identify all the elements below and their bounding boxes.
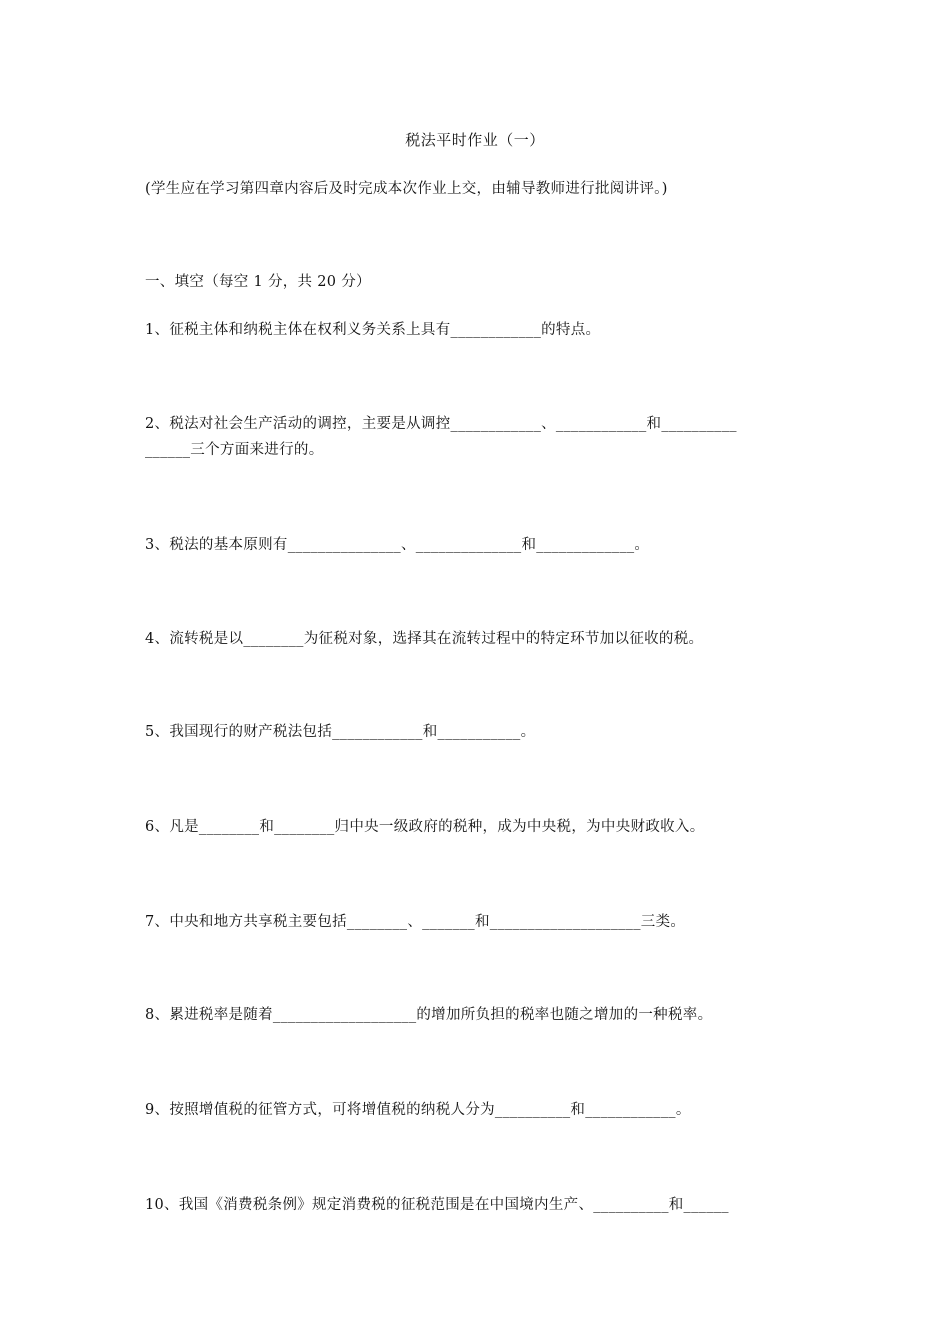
question-7: 7、中央和地方共享税主要包括________、_______和____________________三类。 [145,914,686,930]
question-3: 3、税法的基本原则有_______________、______________和_____________。 [145,537,650,553]
question-9: 9、按照增值税的征管方式，可将增值税的纳税人分为__________和____________。 [145,1102,691,1118]
question-6: 6、凡是________和________归中央一级政府的税种，成为中央税，为中央财政收入。 [145,819,705,835]
section-heading: 一、填空（每空 1 分，共 20 分） [145,274,371,290]
question-10: 10、我国《消费税条例》规定消费税的征税范围是在中国境内生产、__________和______ [145,1197,729,1213]
document-title: 税法平时作业（一） [405,131,545,149]
question-2: 2、税法对社会生产活动的调控，主要是从调控____________、____________和__________ [145,416,737,432]
question-4: 4、流转税是以________为征税对象，选择其在流转过程中的特定环节加以征收的税。 [145,631,704,647]
question-5: 5、我国现行的财产税法包括____________和___________。 [145,724,536,740]
question-2-continued: ______三个方面来进行的。 [145,442,324,458]
question-8: 8、累进税率是随着___________________的增加所负担的税率也随之增加的一种税率。 [145,1007,713,1023]
question-1: 1、征税主体和纳税主体在权利义务关系上具有____________的特点。 [145,322,601,338]
document-subtitle: (学生应在学习第四章内容后及时完成本次作业上交，由辅导教师进行批阅讲评。) [145,181,668,197]
